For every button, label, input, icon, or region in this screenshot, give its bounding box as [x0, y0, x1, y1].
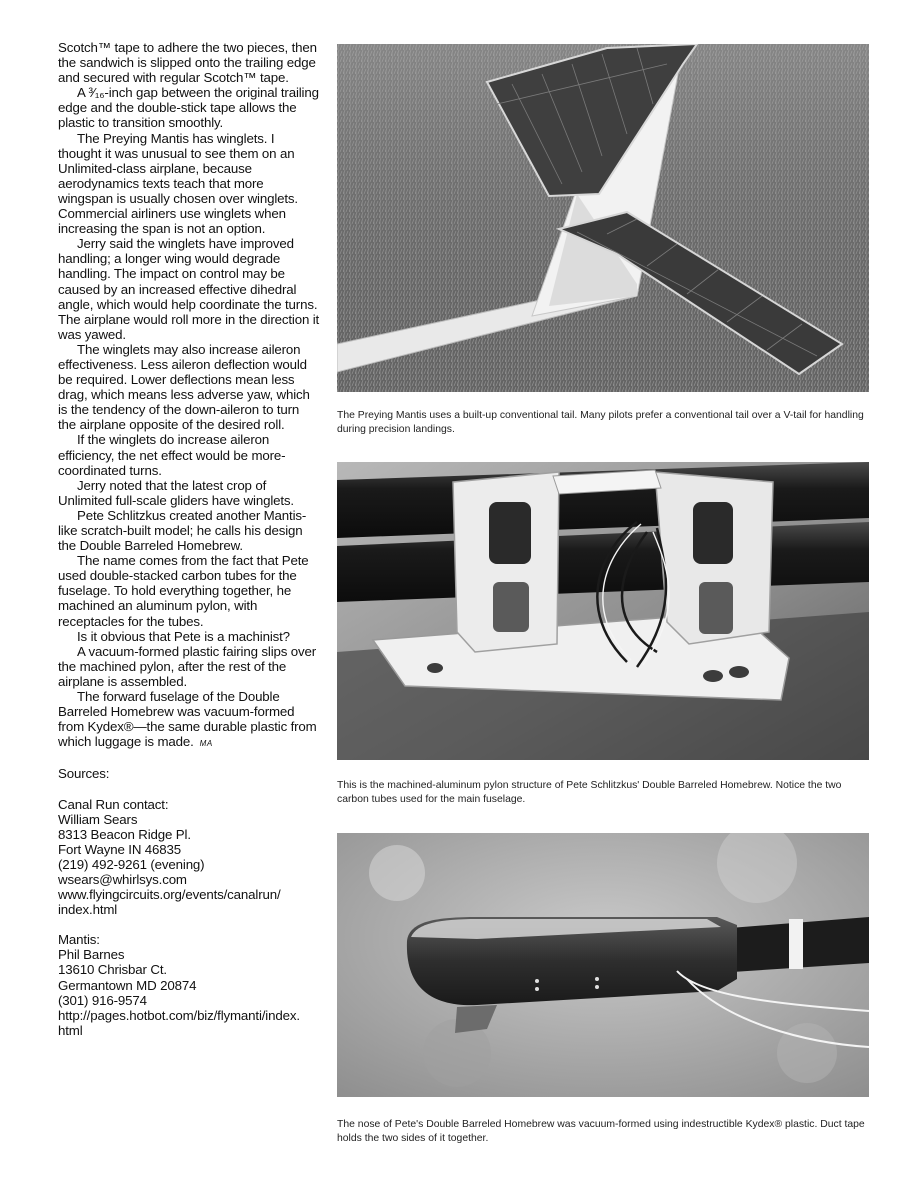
- contact-url-continued[interactable]: index.html: [58, 902, 118, 918]
- contact-line: (219) 492-9261 (evening): [58, 856, 205, 872]
- sources-heading: Sources:: [58, 766, 110, 782]
- tail-photo: [337, 44, 869, 392]
- contact-line: Fort Wayne IN 46835: [58, 841, 182, 857]
- pylon-photo-caption: This is the machined-aluminum pylon structure of Pete Schlitzkus' Double Barreled Homebrew. Notice the two carbon tubes used for the main fuselage.: [337, 780, 842, 805]
- body-paragraph: Jerry said the winglets have improved handling; a longer wing would degrade handling. The impact on control may be caused by an increased effective dihedral angle, which would help coordinate the turns. The airplane would roll more in the direction it was yawed.: [58, 236, 320, 342]
- contact-email[interactable]: wsears@whirlsys.com: [58, 871, 187, 887]
- body-paragraph: Scotch™ tape to adhere the two pieces, then the sandwich is slipped onto the trailing edge and secured with regular Scotch™ tape.: [58, 40, 317, 86]
- body-paragraph: The name comes from the fact that Pete used double-stacked carbon tubes for the fuselage. To hold everything together, he machined an aluminum pylon, with receptacles for the tubes.: [58, 553, 309, 629]
- last-paragraph-text: The forward fuselage of the Double Barreled Homebrew was vacuum-formed from Kydex®—the same durable plastic from which luggage is made.: [58, 689, 317, 750]
- contact-url[interactable]: www.flyingcircuits.org/events/canalrun/: [58, 887, 281, 903]
- tail-photo-caption: The Preying Mantis uses a built-up conventional tail. Many pilots prefer a conventional tail over a V-tail for handling during precision landings.: [337, 410, 864, 435]
- pylon-photo: [337, 462, 869, 760]
- contact-line: Canal Run contact:: [58, 796, 169, 812]
- contact-url[interactable]: http://pages.hotbot.com/biz/flymanti/index.: [58, 1007, 300, 1023]
- contact-line: Germantown MD 20874: [58, 977, 197, 993]
- contact-line: Mantis:: [58, 932, 100, 948]
- end-mark: MA: [199, 739, 213, 749]
- body-paragraph-last: [58, 689, 320, 751]
- tail-photo-illustration: [337, 44, 869, 392]
- body-paragraph: A ³⁄₁₆-inch gap between the original trailing edge and the double-stick tape allows the plastic to transition smoothly.: [58, 85, 319, 131]
- body-paragraph: Pete Schlitzkus created another Mantis-like scratch-built model; he calls his design the Double Barreled Homebrew.: [58, 507, 307, 554]
- body-paragraph: If the winglets do increase aileron efficiency, the net effect would be more-coordinated turns.: [58, 432, 286, 478]
- contact-line: Phil Barnes: [58, 947, 125, 963]
- contact-block-mantis: [58, 932, 320, 1038]
- contact-line: 8313 Beacon Ridge Pl.: [58, 826, 191, 842]
- pylon-photo-illustration: [337, 462, 869, 760]
- article-text-column: [58, 40, 320, 1038]
- contact-line: (301) 916-9574: [58, 992, 147, 1008]
- body-paragraph: A vacuum-formed plastic fairing slips over the machined pylon, after the rest of the airplane is assembled.: [58, 643, 317, 689]
- body-paragraph: The Preying Mantis has winglets. I thought it was unusual to see them on an Unlimited-class airplane, because aerodynamics texts teach that more wingspan is usually chosen over winglets. Commercial airliners use winglets when increasing the span is not an option.: [58, 130, 298, 237]
- contact-url-continued[interactable]: html: [58, 1022, 83, 1038]
- contact-line: William Sears: [58, 811, 138, 827]
- contact-line: 13610 Chrisbar Ct.: [58, 962, 167, 978]
- contact-block-canal-run: [58, 797, 320, 918]
- nose-photo-caption: The nose of Pete's Double Barreled Homebrew was vacuum-formed using indestructible Kydex® plastic. Duct tape holds the two sides of it together.: [337, 1119, 865, 1144]
- nose-photo: [337, 833, 869, 1097]
- body-paragraph: The winglets may also increase aileron effectiveness. Less aileron deflection would be required. Lower deflections mean less drag, which means less adverse yaw, which is the tendency of the down-aileron to turn the airplane opposite of the desired roll.: [58, 341, 310, 433]
- nose-photo-illustration: [337, 833, 869, 1097]
- body-paragraph: Jerry noted that the latest crop of Unlimited full-scale gliders have winglets.: [58, 477, 294, 508]
- body-paragraph: Is it obvious that Pete is a machinist?: [77, 628, 290, 644]
